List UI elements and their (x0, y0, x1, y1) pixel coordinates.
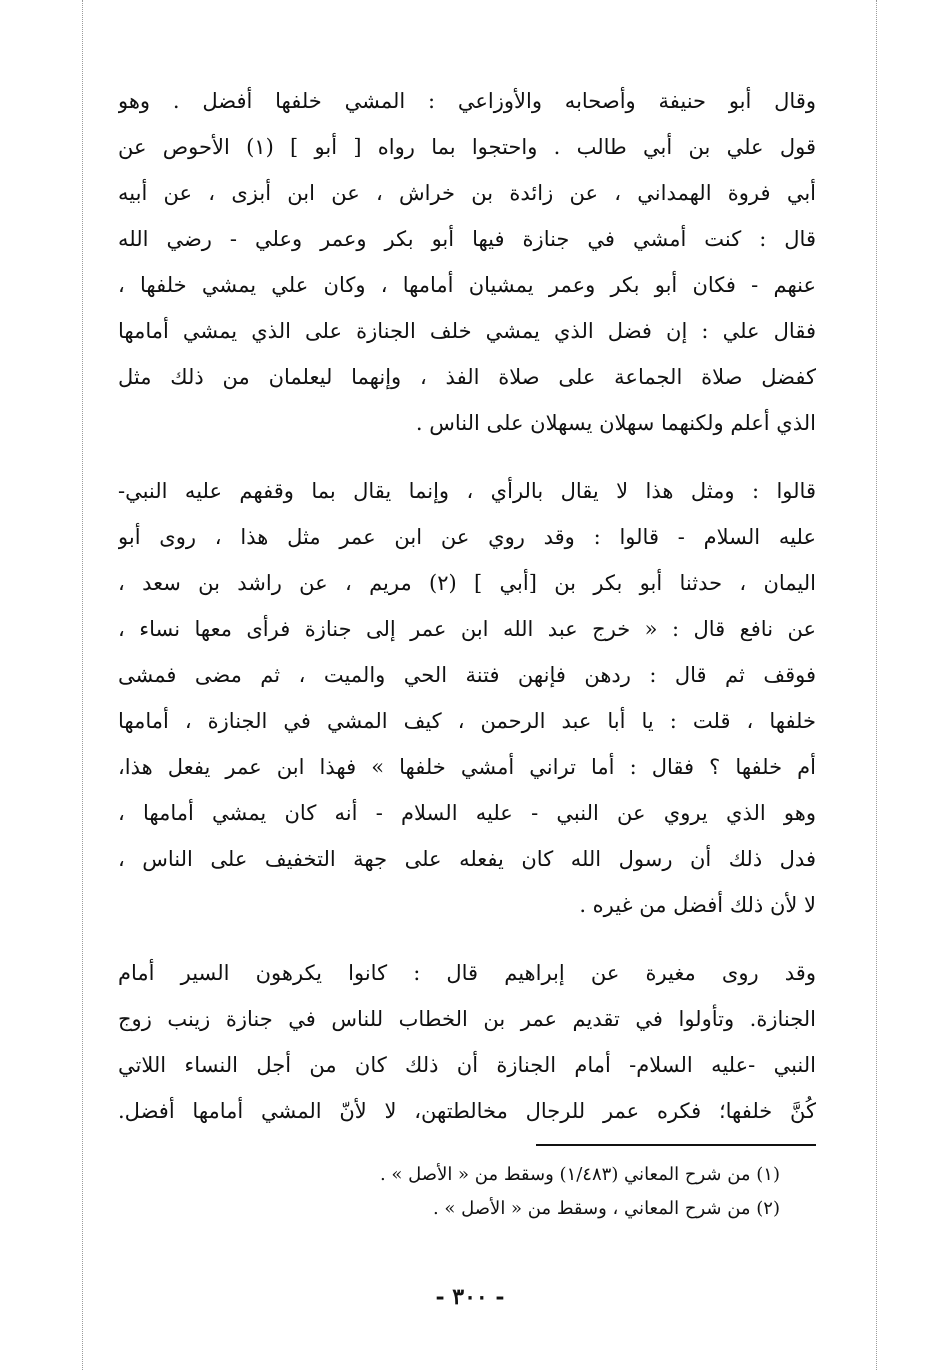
paragraph-1 (118, 78, 816, 446)
scan-margin-line-right (876, 0, 877, 1370)
text-line: فقال علي : إن فضل الذي يمشي خلف الجنازة على الذي يمشي أمامها (118, 319, 816, 343)
text-line: وهو الذي يروي عن النبي - عليه السلام - أنه كان يمشي أمامها ، (118, 801, 816, 825)
document-page (118, 78, 816, 1226)
text-line: عليه السلام - قالوا : وقد روي عن ابن عمر مثل هذا ، روى أبو (118, 525, 816, 549)
page-number: - ٣٠٠ - (435, 1284, 505, 1310)
text-line: قال : كنت أمشي في جنازة فيها أبو بكر وعمر وعلي - رضي الله (118, 227, 816, 251)
text-line: خلفها ، قلت : يا أبا عبد الرحمن ، كيف المشي في الجنازة ، أمامها (118, 709, 816, 733)
paragraph-3 (118, 950, 816, 1134)
text-line: وقد روى مغيرة عن إبراهيم قال : كانوا يكرهون السير أمام (118, 961, 816, 985)
text-line: كفضل صلاة الجماعة على صلاة الفذ ، وإنهما ليعلمان من ذلك مثل (118, 365, 816, 389)
text-line: الذي أعلم ولكنهما سهلان يسهلان على الناس . (415, 411, 816, 435)
text-line: عن نافع قال : « خرج عبد الله ابن عمر إلى جنازة فرأى معها نساء ، (118, 617, 816, 641)
text-line: قول علي بن أبي طالب . واحتجوا بما رواه [ أبو ] (١) الأحوص عن (118, 135, 816, 159)
scan-margin-line-left (82, 0, 83, 1370)
text-line: عنهم - فكان أبو بكر وعمر يمشيان أمامها ، وكان علي يمشي خلفها ، (118, 273, 816, 297)
text-line: لا لأن ذلك أفضل من غيره . (579, 893, 816, 917)
text-line: وقال أبو حنيفة وأصحابه والأوزاعي : المشي خلفها أفضل . وهو (118, 89, 816, 113)
footnote-2: (٢) من شرح المعاني ، وسقط من « الأصل » . (432, 1198, 780, 1219)
footnote-1: (١) من شرح المعاني (١/٤٨٣) وسقط من « الأصل » . (379, 1164, 780, 1185)
text-line: النبي -عليه السلام- أمام الجنازة أن ذلك كان من أجل النساء اللاتي (118, 1053, 816, 1077)
text-line: قالوا : ومثل هذا لا يقال بالرأي ، وإنما يقال بما وقفهم عليه النبي- (118, 479, 816, 503)
text-line: الجنازة. وتأولوا في تقديم عمر بن الخطاب للناس في جنازة زينب زوج (118, 1007, 816, 1031)
footnote-separator (536, 1144, 816, 1146)
text-line: كُنَّ خلفها؛ فكره عمر للرجال مخالطتهن، لا لأنّ المشي أمامها أفضل. (118, 1099, 816, 1123)
text-line: أبي فروة الهمداني ، عن زائدة بن خراش ، عن ابن أبزى ، عن أبيه (118, 181, 816, 205)
text-line: اليمان ، حدثنا أبو بكر بن [أبي ] (٢) مريم ، عن راشد بن سعد ، (118, 571, 816, 595)
text-line: فدل ذلك أن رسول الله كان يفعله على جهة التخفيف على الناس ، (118, 847, 816, 871)
footnotes (118, 1158, 816, 1226)
paragraph-2 (118, 468, 816, 928)
text-line: أم خلفها ؟ فقال : أما تراني أمشي خلفها » فهذا ابن عمر يفعل هذا، (118, 755, 816, 779)
text-line: فوقف ثم قال : ردهن فإنهن فتنة الحي والميت ، ثم مضى فمشى (118, 663, 816, 687)
